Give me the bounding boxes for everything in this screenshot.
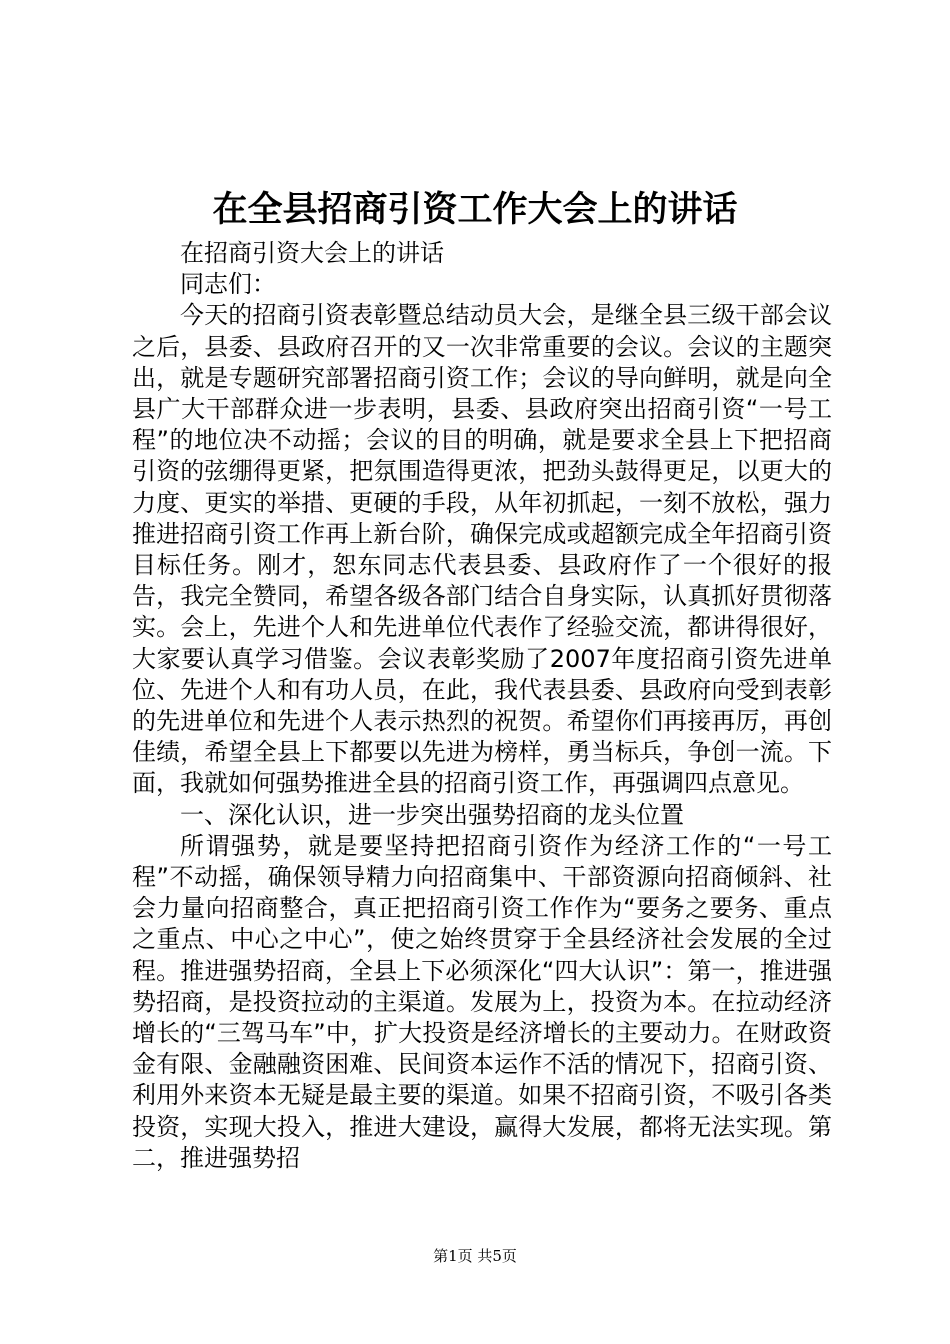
paragraph-section-1: 所谓强势，就是要坚持把招商引资作为经济工作的“一号工程”不动摇，确保领导精力向招商集中、干部资源向招商倾斜、社会力量向招商整合，真正把招商引资工作作为“要务之要务、重点之重点、中心之中心”，使之始终贯穿于全县经济社会发展的全过程。推进强势招商，全县上下必须深化“四大认识”：第一，推进强势招商，是投资拉动的主渠道。发展为上，投资为本。在拉动经济增长的“三驾马车”中，扩大投资是经济增长的主要动力。在财政资金有限、金融融资困难、民间资本运作不活的情况下，招商引资、利用外来资本无疑是最主要的渠道。如果不招商引资，不吸引各类投资，实现大投入，推进大建设，赢得大发展，都将无法实现。第二，推进强势招: [132, 831, 832, 1172]
document-title: 在全县招商引资工作大会上的讲话: [212, 189, 738, 230]
document-body: [132, 238, 832, 1174]
section-heading-1: 一、深化认识，进一步突出强势招商的龙头位置: [180, 800, 684, 829]
page-footer: 第1页 共5页: [433, 1247, 517, 1265]
paragraph-salutation: 同志们：: [180, 270, 276, 299]
paragraph-subtitle: 在招商引资大会上的讲话: [180, 239, 444, 267]
paragraph-opening: 今天的招商引资表彰暨总结动员大会，是继全县三级干部会议之后，县委、县政府召开的又一次非常重要的会议。会议的主题突出，就是专题研究部署招商引资工作；会议的导向鲜明，就是向全县广大干部群众进一步表明，县委、县政府突出招商引资“一号工程”的地位决不动摇；会议的目的明确，就是要求全县上下把招商引资的弦绷得更紧，把氛围造得更浓，把劲头鼓得更足，以更大的力度、更实的举措、更硬的手段，从年初抓起，一刻不放松，强力推进招商引资工作再上新台阶，确保完成或超额完成全年招商引资目标任务。刚才，恕东同志代表县委、县政府作了一个很好的报告，我完全赞同，希望各级各部门结合自身实际，认真抓好贯彻落实。会上，先进个人和先进单位代表作了经验交流，都讲得很好，大家要认真学习借鉴。会议表彰奖励了2007年度招商引资先进单位、先进个人和有功人员，在此，我代表县委、县政府向受到表彰的先进单位和先进个人表示热烈的祝贺。希望你们再接再厉，再创佳绩，希望全县上下都要以先进为榜样，勇当标兵，争创一流。下面，我就如何强势推进全县的招商引资工作，再强调四点意见。: [132, 301, 832, 798]
